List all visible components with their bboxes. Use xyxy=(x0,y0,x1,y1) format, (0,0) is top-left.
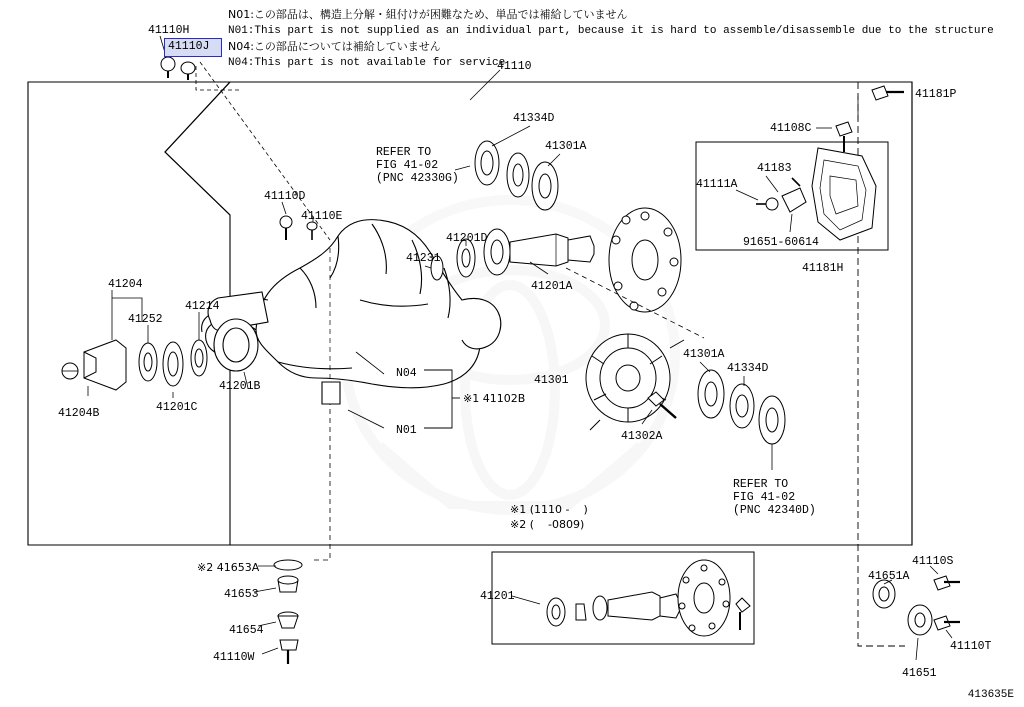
part-callout-n01[interactable]: N01 xyxy=(396,424,417,437)
part-callout-41201c[interactable]: 41201C xyxy=(156,401,198,414)
part-callout-41201-inset[interactable]: 41201 xyxy=(480,590,515,603)
part-callout-41654[interactable]: 41654 xyxy=(229,624,264,637)
refer-to-bottom-line2: FIG 41-02 xyxy=(733,491,796,504)
part-callout-41651[interactable]: 41651 xyxy=(902,667,937,680)
part-callout-41204[interactable]: 41204 xyxy=(108,278,143,291)
part-callout-41231[interactable]: 41231 xyxy=(406,252,441,265)
part-callout-41653a[interactable]: ※2 41653A xyxy=(197,561,260,574)
refer-to-top-line1: REFER TO xyxy=(376,146,432,159)
footnote-2: ※2 ( -0809) xyxy=(510,518,585,531)
part-callout-41214[interactable]: 41214 xyxy=(185,300,220,313)
part-callout-41334d-top[interactable]: 41334D xyxy=(513,112,555,125)
part-callout-41181h[interactable]: 41181H xyxy=(802,262,844,275)
part-callout-41201b[interactable]: 41201B xyxy=(219,380,261,393)
part-callout-141102b[interactable]: ※1 41102B xyxy=(463,392,526,405)
part-callout-41252[interactable]: 41252 xyxy=(128,313,163,326)
part-callout-41201a[interactable]: 41201A xyxy=(531,280,573,293)
part-callout-41653[interactable]: 41653 xyxy=(224,588,259,601)
part-callout-41110w[interactable]: 41110W xyxy=(213,651,255,664)
part-callout-41651a[interactable]: 41651A xyxy=(868,570,910,583)
note-n04-jp: N04:この部品については補給していません xyxy=(228,40,441,53)
part-callout-41301[interactable]: 41301 xyxy=(534,374,569,387)
note-n04-en: N04:This part is not available for service xyxy=(228,57,506,69)
part-callout-41302a[interactable]: 41302A xyxy=(621,430,663,443)
part-callout-41301a-bot[interactable]: 41301A xyxy=(683,348,725,361)
part-callout-41201d[interactable]: 41201D xyxy=(446,232,488,245)
part-callout-41110e[interactable]: 41110E xyxy=(301,210,343,223)
refer-to-bottom-line1: REFER TO xyxy=(733,478,789,491)
refer-to-top-line3: (PNC 42330G) xyxy=(376,172,459,185)
part-callout-41108c[interactable]: 41108C xyxy=(770,122,812,135)
part-callout-41110d[interactable]: 41110D xyxy=(264,190,306,203)
part-callout-41110s[interactable]: 41110S xyxy=(912,555,954,568)
part-callout-41183[interactable]: 41183 xyxy=(757,162,792,175)
part-callout-41110t[interactable]: 41110T xyxy=(950,640,992,653)
part-callout-41204b[interactable]: 41204B xyxy=(58,407,100,420)
refer-to-top-line2: FIG 41-02 xyxy=(376,159,439,172)
part-callout-41111a[interactable]: 41111A xyxy=(696,178,738,191)
refer-to-bottom-line3: (PNC 42340D) xyxy=(733,504,816,517)
part-callout-41301a-top[interactable]: 41301A xyxy=(545,140,587,153)
note-n01-en: N01:This part is not supplied as an individual part, because it is hard to assemble/disassemble due to the structure xyxy=(228,25,994,37)
part-callout-n04[interactable]: N04 xyxy=(396,367,417,380)
part-callout-41334d-bot[interactable]: 41334D xyxy=(727,362,769,375)
selected-part-41110J[interactable]: 41110J xyxy=(164,38,222,57)
part-callout-41181p[interactable]: 41181P xyxy=(915,88,957,101)
part-callout-91651-60614[interactable]: 91651-60614 xyxy=(743,236,819,249)
footnote-1: ※1 (1110 - ) xyxy=(510,503,588,516)
part-callout-41110[interactable]: 41110 xyxy=(497,60,532,73)
part-callout-41110h[interactable]: 41110H xyxy=(148,24,190,37)
note-n01-jp: N01:この部品は、構造上分解・組付けが困難なため、単品では補給していません xyxy=(228,8,628,21)
diagram-footer-code: 413635E xyxy=(967,689,1014,701)
